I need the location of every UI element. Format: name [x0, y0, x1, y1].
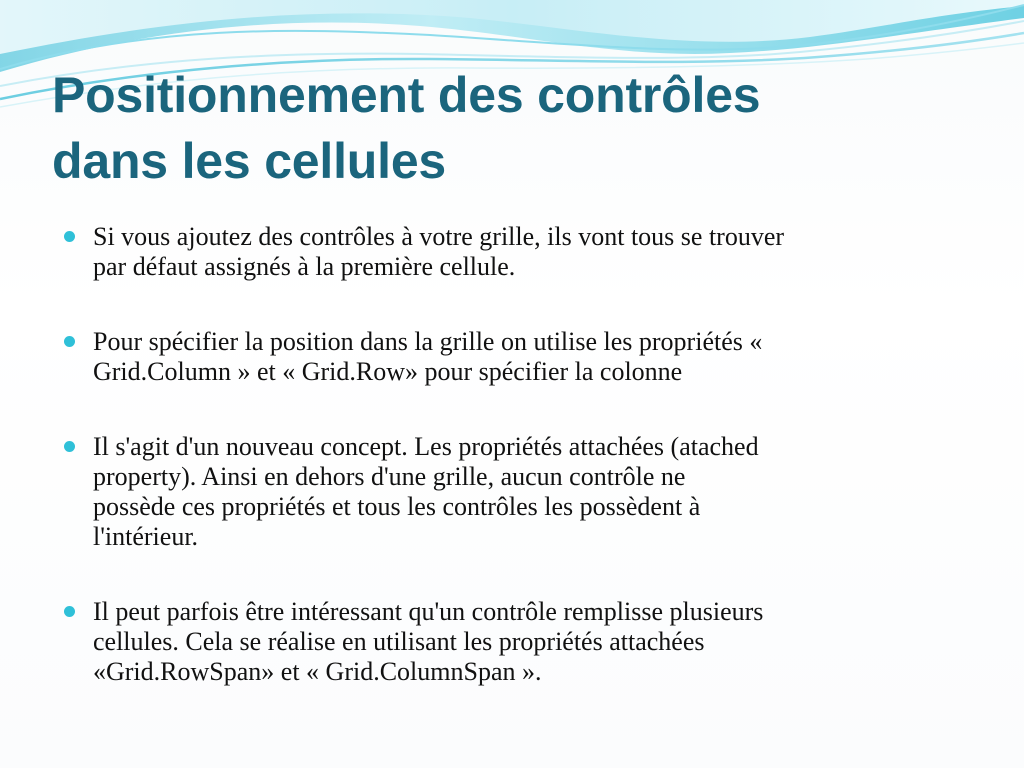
bullet-line: par défaut assignés à la première cellule. [93, 252, 516, 281]
bullet-item [62, 222, 972, 282]
slide-title [52, 62, 972, 194]
bullet-line: possède ces propriétés et tous les contrôles les possèdent à [93, 492, 701, 521]
bullet-point-icon [64, 336, 75, 347]
bullet-line: Si vous ajoutez des contrôles à votre grille, ils vont tous se trouver [93, 222, 785, 251]
bullet-line: l'intérieur. [93, 522, 199, 551]
bullet-text [93, 432, 972, 552]
bullet-line: Il s'agit d'un nouveau concept. Les propriétés attachées (atached [93, 432, 759, 461]
bullet-text [93, 597, 972, 687]
bullet-list [62, 222, 972, 687]
slide-title-line-2: dans les cellules [52, 133, 447, 189]
bullet-item [62, 432, 972, 552]
bullet-item [62, 597, 972, 687]
bullet-line: Grid.Column » et « Grid.Row» pour spécifier la colonne [93, 357, 683, 386]
bullet-point-icon [64, 606, 75, 617]
bullet-point-icon [64, 441, 75, 452]
bullet-line: «Grid.RowSpan» et « Grid.ColumnSpan ». [93, 657, 542, 686]
bullet-line: property). Ainsi en dehors d'une grille, aucun contrôle ne [93, 462, 686, 491]
bullet-point-icon [64, 231, 75, 242]
bullet-line: cellules. Cela se réalise en utilisant les propriétés attachées [93, 627, 705, 656]
bullet-line: Il peut parfois être intéressant qu'un contrôle remplisse plusieurs [93, 597, 764, 626]
bullet-text [93, 327, 972, 387]
bullet-line: Pour spécifier la position dans la grille on utilise les propriétés « [93, 327, 763, 356]
bullet-item [62, 327, 972, 387]
slide-title-line-1: Positionnement des contrôles [52, 67, 761, 123]
bullet-text [93, 222, 972, 282]
